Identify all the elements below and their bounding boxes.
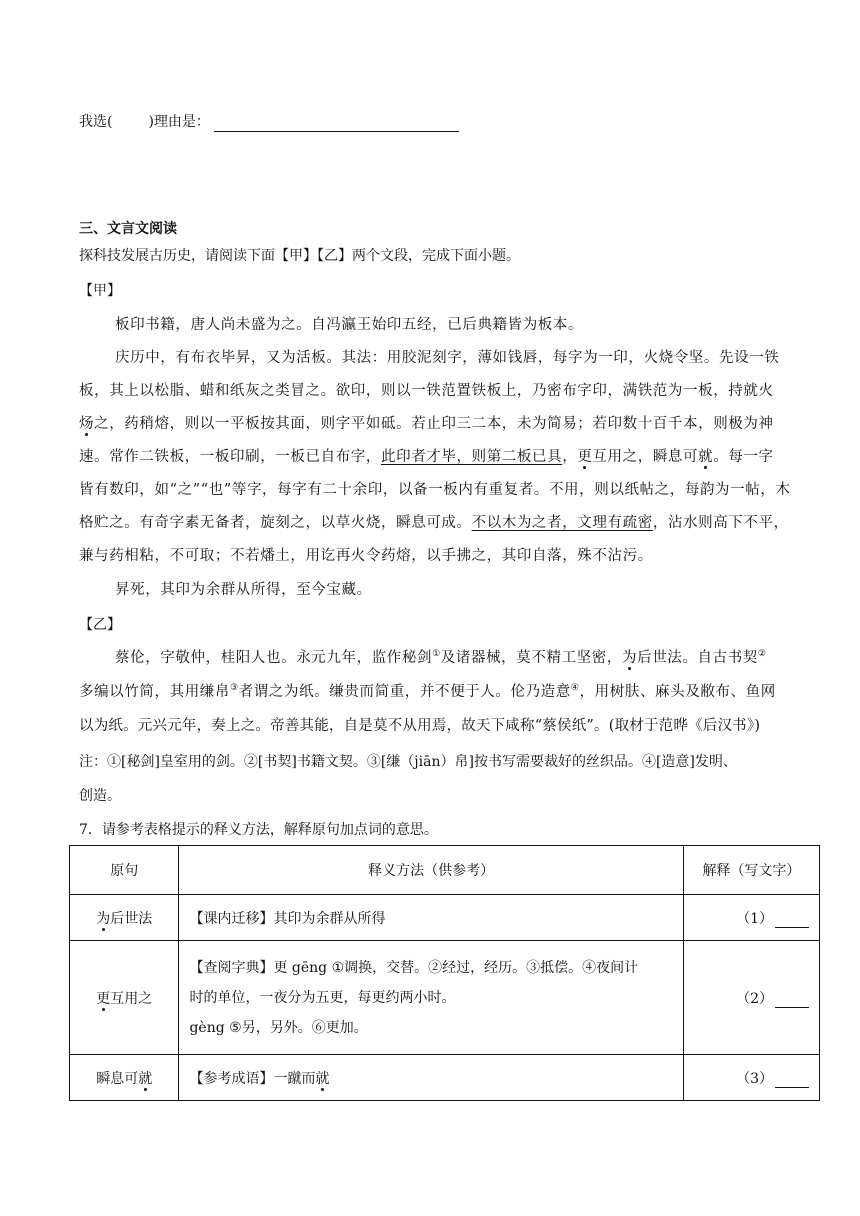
- yi-line-1-b: 及诸器械，莫不精工坚密，: [440, 650, 622, 666]
- definition-table: [69, 845, 820, 1101]
- row1-rest: 后世法: [110, 910, 153, 927]
- row1-sentence: [70, 895, 179, 941]
- row2-method-line-1: 【查阅字典】更 gēng ①调换，交替。②经过，经历。③抵偿。④夜间计: [189, 959, 639, 976]
- underlined-sentence-1: 此印者才毕，则第二板已具: [381, 449, 563, 465]
- jia-p2-line-4-f: 。每一字: [713, 449, 774, 465]
- row2-method-line-2: 时的单位，一夜分为五更，每更约两小时。: [189, 989, 456, 1006]
- yi-line-3: 以为纸。元兴元年，奏上之。帝善其能，自是莫不从用焉，故天下咸称“蔡侯纸”。(取材于范晔《后汉书》): [79, 718, 761, 734]
- footnote-ref-4: ④: [570, 683, 580, 694]
- row3-method-text: 【参考成语】一蹴而: [189, 1070, 316, 1087]
- yi-label: 【乙】: [79, 617, 121, 633]
- row1-answer: [683, 895, 819, 941]
- jia-p2-line-6-b: ，沾水则高下不平，: [652, 515, 789, 531]
- question-7: 7．请参考表格提示的释义方法，解释原句加点词的意思。: [79, 822, 438, 838]
- dotted-word-yang: 炀: [79, 416, 95, 432]
- yi-note-2: 创造。: [79, 788, 121, 804]
- header-method: 释义方法（供参考）: [179, 846, 683, 895]
- row3-dotted-word-method: 就: [315, 1070, 330, 1087]
- row2-answer-label: （2）: [736, 990, 773, 1007]
- jia-p2-line-4: [79, 447, 774, 467]
- jia-paragraph-3: 昇死，其印为余群从所得，至今宝藏。: [115, 582, 372, 598]
- table-row: [70, 1055, 820, 1101]
- yi-line-2-b: 者谓之为纸。缣贵而简重，并不便于人。伦乃造意: [238, 684, 571, 700]
- jia-p2-line-2: 板，其上以松脂、蜡和纸灰之类冒之。欲印，则以一铁范置铁板上，乃密布字印，满铁范为一板，持就火: [79, 383, 774, 399]
- choice-prefix: 我选(: [79, 114, 113, 130]
- jia-p2-line-1: 庆历中，有布衣毕昇，又为活板。其法：用胶泥刻字，薄如钱唇，每字为一印，火烧令坚。先设一铁: [115, 350, 780, 366]
- header-original-sentence: 原句: [70, 846, 179, 895]
- dotted-word-wei: 为: [621, 650, 638, 666]
- row2-answer-blank[interactable]: [775, 995, 809, 1008]
- row2-dotted-word: 更: [96, 990, 111, 1007]
- dotted-word-geng: 更: [577, 449, 593, 465]
- table-header-row: [70, 846, 820, 895]
- row3-lead: 瞬息可: [96, 1070, 139, 1087]
- yi-line-2-a: 多编以竹简，其用缣帛: [79, 684, 230, 700]
- row3-answer: [683, 1055, 819, 1101]
- jia-p2-line-4-b: ，: [562, 449, 578, 465]
- row3-dotted-word: 就: [138, 1070, 153, 1087]
- footnote-ref-1: ①: [432, 649, 441, 660]
- reason-answer-line[interactable]: [214, 117, 459, 132]
- jia-p2-line-3: [79, 414, 774, 434]
- section-heading: 三、文言文阅读: [79, 221, 177, 237]
- choice-line: [79, 112, 459, 132]
- jia-label: 【甲】: [79, 283, 121, 299]
- row3-answer-blank[interactable]: [775, 1075, 809, 1088]
- jia-p2-line-4-a: 速。常作二铁板，一板印刷，一板已自布字，: [79, 449, 381, 465]
- yi-line-1-a: 蔡伦，字敬仲，桂阳人也。永元九年，监作秘剑: [115, 650, 433, 666]
- row1-dotted-word: 为: [96, 910, 111, 927]
- footnote-ref-2: ②: [757, 649, 767, 660]
- table-row: [70, 895, 820, 941]
- yi-line-2: [79, 682, 776, 702]
- row3-method: [179, 1055, 683, 1101]
- row1-answer-blank[interactable]: [775, 915, 809, 928]
- row1-answer-label: （1）: [736, 910, 773, 927]
- jia-paragraph-1: 板印书籍，唐人尚未盛为之。自冯瀛王始印五经，已后典籍皆为板本。: [115, 317, 584, 333]
- row2-method-line-3: gèng ⑤另，另外。⑥更加。: [189, 1019, 368, 1036]
- yi-line-2-c: ，用树肤、麻头及敝布、鱼网: [579, 684, 776, 700]
- row2-sentence: [70, 941, 179, 1055]
- jia-p2-line-7: 兼与药相粘，不可取；不若燔土，用讫再火令药熔，以手拂之，其印自落，殊不沾污。: [79, 548, 653, 564]
- row1-method: 【课内迁移】其印为余群从所得: [179, 895, 683, 941]
- section-intro: 探科技发展古历史，请阅读下面【甲】【乙】两个文段，完成下面小题。: [79, 248, 520, 264]
- yi-note-1: 注：①[秘剑]皇室用的剑。②[书契]书籍文契。③[缣（jiān）帛]按书写需要裁好的丝织品。④[造意]发明、: [79, 754, 737, 770]
- yi-line-1-d: 后世法。自古书契: [637, 650, 758, 666]
- jia-p2-line-3-text: 之，药稍熔，则以一平板按其面，则字平如砥。若止印三二本，未为简易；若印数十百千本，则极为神: [94, 416, 774, 432]
- underlined-sentence-2: 不以木为之者，文理有疏密: [471, 515, 653, 531]
- table-row: [70, 941, 820, 1055]
- row3-sentence: [70, 1055, 179, 1101]
- yi-line-1: [115, 648, 767, 668]
- jia-p2-line-4-d: 互用之，瞬息可: [592, 449, 699, 465]
- dotted-word-jiu: 就: [698, 449, 714, 465]
- choice-suffix: )理由是：: [148, 114, 210, 130]
- footnote-ref-3: ③: [230, 683, 239, 694]
- jia-p2-line-6-a: 格贮之。有奇字素无备者，旋刻之，以草火烧，瞬息可成。: [79, 515, 472, 531]
- row3-answer-label: （3）: [736, 1070, 773, 1087]
- jia-p2-line-6: [79, 513, 789, 533]
- header-explanation: 解释（写文字）: [683, 846, 819, 895]
- jia-p2-line-5: 皆有数印，如“之”“也”等字，每字有二十余印，以备一板内有重复者。不用，则以纸帖之，每韵为一帖，木: [79, 482, 791, 498]
- row2-rest: 互用之: [110, 990, 153, 1007]
- row2-answer: [683, 941, 819, 1055]
- row2-method: [179, 941, 683, 1055]
